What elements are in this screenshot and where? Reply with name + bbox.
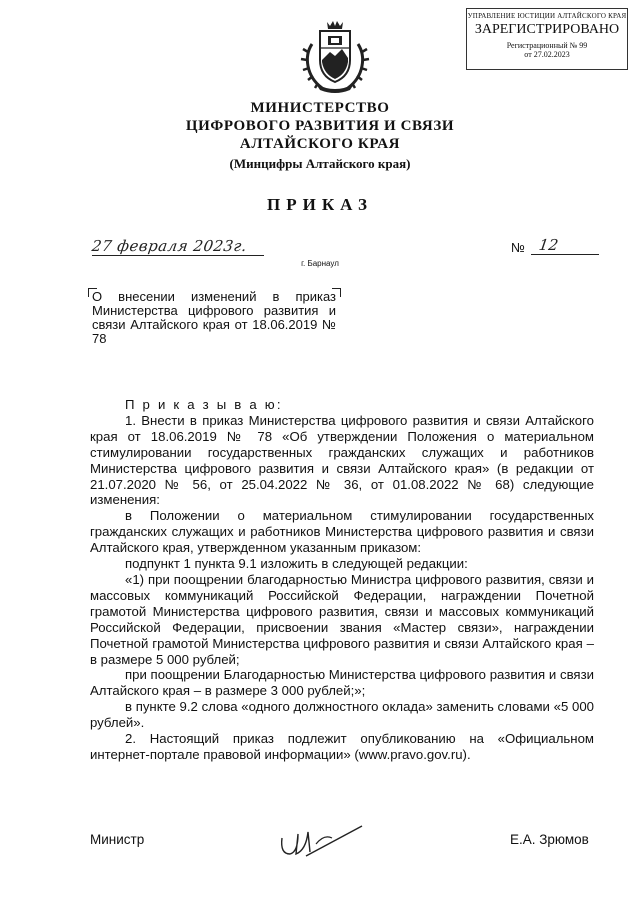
order-number-handwritten: 12	[537, 236, 560, 254]
ministry-name-line-2: ЦИФРОВОГО РАЗВИТИЯ И СВЯЗИ	[185, 118, 455, 134]
body-paragraph-2: в Положении о материальном стимулировании государственных гражданских служащих и работников Министерства цифрового развития и связи Алтайского края, утвержденном указанным приказом:	[90, 508, 594, 556]
date-underline	[92, 255, 264, 256]
document-type-title: ПРИКАЗ	[267, 195, 373, 214]
stamp-reg-number: Регистрационный № 99	[506, 41, 588, 50]
stamp-status: ЗАРЕГИСТРИРОВАНО	[474, 22, 620, 37]
stamp-authority: УПРАВЛЕНИЕ ЮСТИЦИИ АЛТАЙСКОГО КРАЯ	[467, 12, 627, 20]
body-paragraph-1: 1. Внести в приказ Министерства цифрового развития и связи Алтайского края от 18.06.2019 № 78 «Об утверждении Положения о материальном стимулировании государственных гражданских служащих и работников Министерства цифрового развития и связи Алтайского края» (в редакции от 21.07.2020 № 56, от 25.04.2022 № 36, от 01.08.2022 № 68) следующие изменения:	[90, 412, 594, 508]
stamp-reg-date: от 27.02.2023	[524, 50, 570, 59]
order-number-label: №	[511, 240, 525, 255]
ministry-name-line-1: МИНИСТЕРСТВО	[250, 100, 390, 116]
signatory-position: Министр	[90, 832, 145, 847]
city-name: г. Барнаул	[301, 259, 339, 268]
signatory-name: Е.А. Зрюмов	[510, 832, 589, 847]
body-paragraph-4: «1) при поощрении благодарностью Министра цифрового развития, связи и массовых коммуникаций Российской Федерации, награждении Почетной грамотой Министерства цифрового развития, связи и массовых коммуникаций Российской Федерации, присвоении звания «Мастер связи», награждении Почетной грамотой Министерства цифрового развития и связи Алтайского края – в размере 5 000 рублей;	[90, 571, 594, 667]
order-body	[90, 397, 594, 763]
number-underline	[531, 254, 599, 255]
order-number	[531, 236, 599, 255]
handwritten-signature	[276, 820, 366, 860]
order-command: П р и к а з ы в а ю:	[125, 397, 283, 412]
body-paragraph-5: при поощрении Благодарностью Министерства цифрового развития и связи Алтайского края – в размере 3 000 рублей;»;	[90, 667, 594, 699]
order-date	[92, 237, 264, 256]
ministry-short-name: (Минцифры Алтайского края)	[229, 156, 411, 171]
body-paragraph-6: в пункте 9.2 слова «одного должностного оклада» заменить словами «5 000 рублей».	[90, 699, 594, 731]
coat-of-arms-emblem	[300, 18, 370, 94]
registration-stamp	[466, 8, 628, 70]
order-date-handwritten: 27 февраля 2023г.	[90, 237, 249, 255]
ministry-name-line-3: АЛТАЙСКОГО КРАЯ	[239, 136, 401, 152]
body-paragraph-7: 2. Настоящий приказ подлежит опубликованию на «Официальном интернет-портале правовой информации» (www.pravo.gov.ru).	[90, 731, 594, 762]
order-subject: О внесении изменений в приказ Министерства цифрового развития и связи Алтайского края от 18.06.2019 № 78	[92, 289, 336, 346]
body-paragraph-3: подпункт 1 пункта 9.1 изложить в следующей редакции:	[125, 556, 468, 572]
